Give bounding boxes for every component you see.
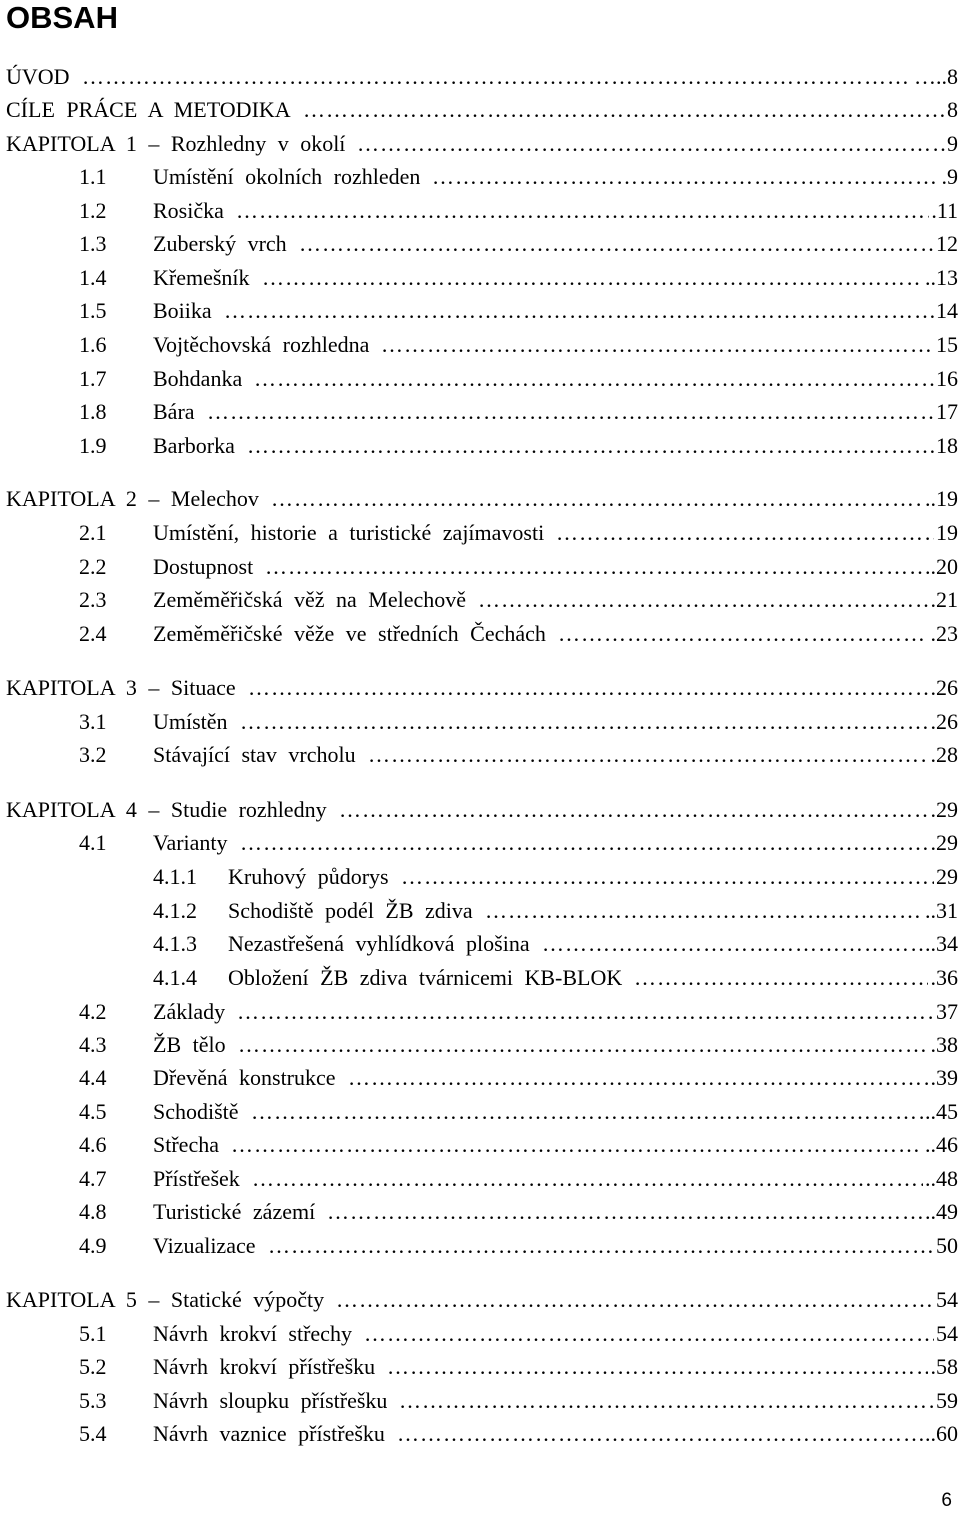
toc-entry-page: 29 [936, 864, 958, 889]
toc-entry-leader [268, 1231, 934, 1261]
toc-entry-label: Návrh vaznice přístřešku [153, 1421, 385, 1446]
toc-entry-page: ..60 [925, 1421, 958, 1446]
toc-entry[interactable] [0, 129, 960, 159]
toc-entry-page: 18 [936, 433, 958, 458]
toc-entry-leader [542, 929, 923, 959]
toc-entry-number: 3.1 [79, 709, 107, 734]
toc-entry-page: .26 [930, 675, 958, 700]
toc-entry[interactable] [0, 619, 960, 649]
toc-entry-leader [82, 62, 912, 92]
toc-entry-label: Umístění okolních rozhleden [153, 164, 421, 189]
toc-entry-number: 1.5 [79, 298, 107, 323]
toc-entry-leader [397, 1419, 923, 1449]
toc-entry-label: Návrh krokví střechy [153, 1321, 352, 1346]
toc-entry[interactable] [0, 828, 960, 858]
toc-entry-leader [556, 518, 934, 548]
toc-entry[interactable] [0, 740, 960, 770]
toc-entry-label: Nezastřešená vyhlídková plošina [228, 931, 530, 956]
toc-entry-label: Zeměměřičské věže ve středních Čechách [153, 621, 546, 646]
toc-entry-page: ..34 [925, 931, 958, 956]
toc-entry-page: 16 [936, 366, 958, 391]
toc-entry[interactable] [0, 1419, 960, 1449]
toc-entry-leader [238, 1030, 928, 1060]
toc-entry-page: …..8 [914, 64, 958, 89]
toc-entry-page: ..49 [925, 1199, 958, 1224]
toc-entry-leader [327, 1197, 923, 1227]
toc-entry-page: 9 [947, 131, 958, 156]
toc-entry-label: Návrh krokví přístřešku [153, 1354, 376, 1379]
toc-entry-leader [224, 296, 934, 326]
toc-entry-leader [240, 828, 928, 858]
toc-entry-number: 3.2 [79, 742, 107, 767]
toc-entry-label: Přístřešek [153, 1166, 240, 1191]
toc-entry-leader [401, 862, 934, 892]
toc-entry[interactable] [0, 862, 960, 892]
toc-entry-label: Umístěn [153, 709, 228, 734]
toc-entry-leader [399, 1386, 934, 1416]
toc-entry[interactable] [0, 62, 960, 92]
toc-entry-number: 4.1.3 [153, 931, 197, 956]
toc-entry-leader [252, 1164, 923, 1194]
toc-entry-leader [299, 229, 934, 259]
toc-entry[interactable] [0, 1097, 960, 1127]
toc-entry[interactable] [0, 397, 960, 427]
toc-entry-page: 15 [936, 332, 958, 357]
toc-entry-label: Základy [153, 999, 226, 1024]
toc-entry-leader [251, 1097, 923, 1127]
toc-entry-number: 1.2 [79, 198, 107, 223]
toc-entry[interactable] [0, 330, 960, 360]
toc-entry-leader [265, 552, 923, 582]
toc-entry-label: Vizualizace [153, 1233, 256, 1258]
toc-entry-page: 12 [936, 231, 958, 256]
toc-entry-number: 1.6 [79, 332, 107, 357]
toc-entry-page: 50 [936, 1233, 958, 1258]
toc-entry-label: KAPITOLA 1 – Rozhledny v okolí [6, 131, 346, 156]
toc-entry-label: KAPITOLA 4 – Studie rozhledny [6, 797, 327, 822]
toc-entry-label: Varianty [153, 830, 228, 855]
toc-entry[interactable] [0, 518, 960, 548]
toc-entry-page: .23 [930, 621, 958, 646]
toc-entry[interactable] [0, 1063, 960, 1093]
toc-entry-number: 4.1.4 [153, 965, 197, 990]
toc-entry-page: .39 [930, 1065, 958, 1090]
toc-entry-number: 2.1 [79, 520, 107, 545]
toc-entry-number: 1.1 [79, 164, 107, 189]
toc-entry-page: 54 [936, 1287, 958, 1312]
toc-entry-page: .29 [930, 830, 958, 855]
toc-entry-label: Vojtěchovská rozhledna [153, 332, 370, 357]
toc-entry-page: ..46 [925, 1132, 958, 1157]
toc-entry[interactable] [0, 1319, 960, 1349]
toc-entry-page: 54 [936, 1321, 958, 1346]
toc-entry-number: 1.7 [79, 366, 107, 391]
toc-entry-leader [207, 397, 934, 427]
toc-entry-label: KAPITOLA 5 – Statické výpočty [6, 1287, 325, 1312]
toc-entry-leader [237, 997, 934, 1027]
toc-entry-page: 59 [936, 1388, 958, 1413]
toc-entry-label: Turistické zázemí [153, 1199, 316, 1224]
toc-entry-leader [231, 1130, 923, 1160]
toc-entry-number: 4.5 [79, 1099, 107, 1124]
toc-entry[interactable] [0, 552, 960, 582]
toc-entry-number: 4.8 [79, 1199, 107, 1224]
toc-entry-number: 4.1.2 [153, 898, 197, 923]
toc-entry-label: KAPITOLA 2 – Melechov [6, 486, 259, 511]
toc-entry[interactable] [0, 1231, 960, 1261]
toc-entry-label: Umístění, historie a turistické zajímavosti [153, 520, 545, 545]
toc-entry[interactable] [0, 585, 960, 615]
toc-entry[interactable] [0, 431, 960, 461]
toc-entry-number: 4.1.1 [153, 864, 197, 889]
toc-entry-page: ..19 [925, 486, 958, 511]
toc-entry[interactable] [0, 162, 960, 192]
toc-entry[interactable] [0, 1030, 960, 1060]
toc-entry-leader [248, 673, 928, 703]
toc-entry[interactable] [0, 1285, 960, 1315]
toc-entry-leader [387, 1352, 928, 1382]
toc-entry-label: Návrh sloupku přístřešku [153, 1388, 388, 1413]
toc-entry-page: 8 [947, 97, 958, 122]
toc-entry-leader [240, 707, 928, 737]
toc-entry-label: Bára [153, 399, 195, 424]
toc-entry-number: 2.4 [79, 621, 107, 646]
toc-entry-label: Stávající stav vrcholu [153, 742, 356, 767]
toc-entry-page: ..48 [925, 1166, 958, 1191]
toc-entry[interactable] [0, 673, 960, 703]
toc-entry-leader [254, 364, 934, 394]
page-number: 6 [941, 1490, 952, 1511]
toc-entry-label: Kruhový půdorys [228, 864, 389, 889]
toc-entry-label: Zeměměřičská věž na Melechově [153, 587, 467, 612]
toc-entry-page: 37 [936, 999, 958, 1024]
toc-entry-leader [339, 795, 928, 825]
toc-entry-leader [368, 740, 928, 770]
toc-entry-label: Dostupnost [153, 554, 254, 579]
toc-entry-number: 1.8 [79, 399, 107, 424]
toc-entry[interactable] [0, 196, 960, 226]
toc-entry-label: Dřevěná konstrukce [153, 1065, 336, 1090]
toc-entry-leader [478, 585, 928, 615]
toc-entry[interactable] [0, 896, 960, 926]
toc-entry-page: 17 [936, 399, 958, 424]
toc-entry[interactable] [0, 997, 960, 1027]
toc-entry-page: .11 [931, 198, 958, 223]
toc-entry-number: 5.1 [79, 1321, 107, 1346]
toc-entry-leader [381, 330, 934, 360]
toc-entry-number: 2.3 [79, 587, 107, 612]
toc-entry-page: 14 [936, 298, 958, 323]
toc-entry-leader [262, 263, 923, 293]
toc-entry[interactable] [0, 707, 960, 737]
toc-entry-number: 5.3 [79, 1388, 107, 1413]
toc-entry-number: 4.1 [79, 830, 107, 855]
toc-entry-page: .26 [930, 709, 958, 734]
toc-entry-leader [236, 196, 929, 226]
toc-entry-page: .38 [930, 1032, 958, 1057]
toc-entry-leader [485, 896, 923, 926]
toc-entry-label: Obložení ŽB zdiva tvárnicemi KB-BLOK [228, 965, 623, 990]
toc-entry-label: Zuberský vrch [153, 231, 287, 256]
toc-entry-label: Rosička [153, 198, 224, 223]
toc-entry-leader [271, 484, 923, 514]
toc-entry-leader [303, 95, 945, 125]
toc-entry-label: Boiika [153, 298, 212, 323]
toc-entry-leader [247, 431, 934, 461]
toc-entry-leader [634, 963, 928, 993]
toc-entry-leader [336, 1285, 934, 1315]
toc-entry-label: KAPITOLA 3 – Situace [6, 675, 236, 700]
toc-entry-number: 4.4 [79, 1065, 107, 1090]
toc-entry-page: .58 [930, 1354, 958, 1379]
toc-entry-leader [348, 1063, 928, 1093]
toc-entry[interactable] [0, 1197, 960, 1227]
toc-entry[interactable] [0, 963, 960, 993]
page-title: OBSAH [6, 0, 118, 35]
toc-entry-label: Střecha [153, 1132, 219, 1157]
toc-entry-number: 4.2 [79, 999, 107, 1024]
toc-entry-number: 5.2 [79, 1354, 107, 1379]
toc-entry-page: ..20 [925, 554, 958, 579]
toc-entry-number: 2.2 [79, 554, 107, 579]
toc-entry-leader [357, 129, 945, 159]
toc-entry-label: ŽB tělo [153, 1032, 226, 1057]
toc-entry-label: Schodiště podél ŽB zdiva [228, 898, 473, 923]
toc-entry-number: 4.6 [79, 1132, 107, 1157]
toc-entry-page: ..45 [925, 1099, 958, 1124]
toc-entry-number: 4.9 [79, 1233, 107, 1258]
toc-entry-page: 19 [936, 520, 958, 545]
toc-entry-page: .28 [930, 742, 958, 767]
toc-entry[interactable] [0, 929, 960, 959]
toc-entry-page: ..13 [925, 265, 958, 290]
toc-entry-leader [364, 1319, 934, 1349]
toc-entry-label: Bohdanka [153, 366, 243, 391]
toc-entry-label: CÍLE PRÁCE A METODIKA [6, 97, 291, 122]
toc-entry-label: Schodiště [153, 1099, 239, 1124]
toc-entry-number: 1.9 [79, 433, 107, 458]
toc-entry-label: Křemešník [153, 265, 250, 290]
toc-entry[interactable] [0, 1130, 960, 1160]
toc-entry[interactable] [0, 1386, 960, 1416]
toc-entry-leader [558, 619, 928, 649]
toc-entry-label: Barborka [153, 433, 235, 458]
toc-entry[interactable] [0, 1164, 960, 1194]
toc-entry-leader [432, 162, 939, 192]
toc-entry-page: .21 [930, 587, 958, 612]
toc-entry[interactable] [0, 296, 960, 326]
toc-entry[interactable] [0, 484, 960, 514]
toc-entry[interactable] [0, 229, 960, 259]
toc-entry-page: .9 [941, 164, 958, 189]
toc-entry[interactable] [0, 795, 960, 825]
toc-entry-number: 5.4 [79, 1421, 107, 1446]
toc-entry-page: .36 [930, 965, 958, 990]
toc-entry[interactable] [0, 95, 960, 125]
toc-entry-number: 4.7 [79, 1166, 107, 1191]
toc-entry[interactable] [0, 263, 960, 293]
toc-entry-number: 1.3 [79, 231, 107, 256]
toc-entry-page: ..31 [925, 898, 958, 923]
toc-entry[interactable] [0, 364, 960, 394]
toc-entry-number: 1.4 [79, 265, 107, 290]
toc-entry-label: ÚVOD [6, 64, 70, 89]
toc-entry-page: .29 [930, 797, 958, 822]
toc-entry-number: 4.3 [79, 1032, 107, 1057]
toc-entry[interactable] [0, 1352, 960, 1382]
